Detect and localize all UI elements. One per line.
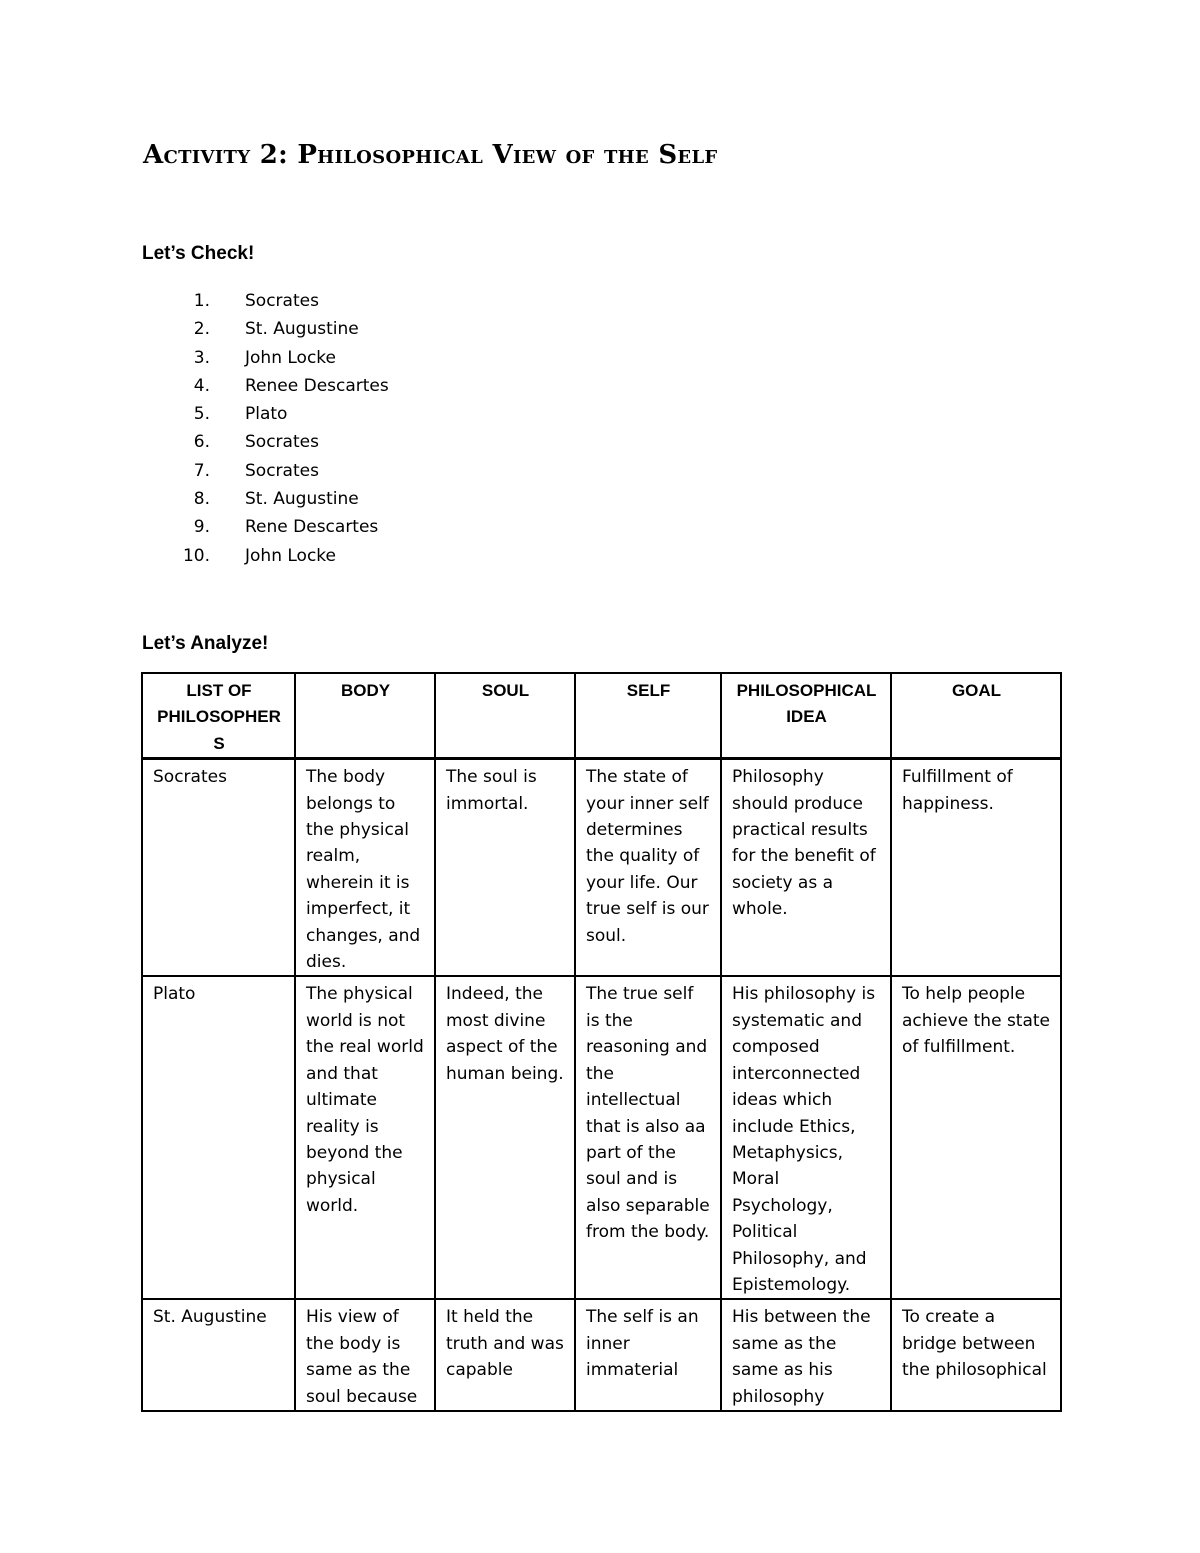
item-number: 10.: [182, 545, 210, 566]
cell-body: The physical world is not the real world and that ultimate reality is beyond the physical world.: [295, 976, 435, 1299]
column-header-goal: GOAL: [891, 673, 1061, 759]
cell-goal: To help people achieve the state of fulfillment.: [891, 976, 1061, 1299]
item-answer: John Locke: [245, 347, 336, 368]
table-row: [142, 759, 1061, 977]
cell-philosopher: Socrates: [142, 759, 295, 977]
item-number: 3.: [193, 347, 210, 368]
item-number: 8.: [193, 489, 210, 510]
item-answer: Socrates: [245, 460, 319, 481]
column-header-philosophical-idea: PHILOSOPHICAL IDEA: [721, 673, 891, 759]
item-answer: Socrates: [245, 291, 319, 311]
column-header-body: BODY: [295, 673, 435, 759]
column-header-self: SELF: [575, 673, 721, 759]
cell-self: The true self is the reasoning and the intellectual that is also aa part of the soul and is also separable from the body.: [575, 976, 721, 1299]
cell-soul: The soul is immortal.: [435, 759, 575, 977]
item-number: 7.: [193, 460, 210, 481]
list-item: [142, 428, 389, 456]
list-item: [142, 485, 389, 513]
cell-philosopher: St. Augustine: [142, 1299, 295, 1411]
list-item: [142, 344, 389, 372]
table-row: [142, 976, 1061, 1299]
cell-philosophical-idea: His between the same as the same as his philosophy: [721, 1299, 891, 1411]
cell-soul: It held the truth and was capable: [435, 1299, 575, 1411]
cell-philosophical-idea: His philosophy is systematic and composed interconnected ideas which include Ethics, Metaphysics, Moral Psychology, Political Philosophy, and Epistemology.: [721, 976, 891, 1299]
list-item: [142, 287, 389, 315]
list-item: [142, 372, 389, 400]
cell-goal: To create a bridge between the philosophical: [891, 1299, 1061, 1411]
item-answer: St. Augustine: [245, 319, 359, 340]
item-answer: Renee Descartes: [245, 375, 389, 396]
page-title: Activity 2: Philosophical View of the Self: [143, 140, 718, 170]
cell-self: The self is an inner immaterial: [575, 1299, 721, 1411]
item-number: 2.: [193, 319, 210, 340]
item-number: 1.: [193, 291, 210, 311]
cell-self: The state of your inner self determines the quality of your life. Our true self is our soul.: [575, 759, 721, 977]
cell-body: His view of the body is same as the soul because: [295, 1299, 435, 1411]
cell-philosopher: Plato: [142, 976, 295, 1299]
column-header-philosophers: LIST OF PHILOSOPHERS: [142, 673, 295, 759]
table-header-row: [142, 673, 1061, 759]
item-answer: John Locke: [245, 545, 336, 566]
cell-goal: Fulfillment of happiness.: [891, 759, 1061, 977]
column-header-soul: SOUL: [435, 673, 575, 759]
item-number: 4.: [193, 375, 210, 396]
list-item: [142, 315, 389, 343]
item-number: 6.: [193, 432, 210, 453]
item-answer: St. Augustine: [245, 489, 359, 510]
item-answer: Rene Descartes: [245, 517, 379, 538]
list-item: [142, 542, 389, 570]
lets-analyze-heading: Let’s Analyze!: [142, 633, 269, 654]
cell-body: The body belongs to the physical realm, wherein it is imperfect, it changes, and dies.: [295, 759, 435, 977]
cell-philosophical-idea: Philosophy should produce practical results for the benefit of society as a whole.: [721, 759, 891, 977]
list-item: [142, 400, 389, 428]
item-answer: Socrates: [245, 432, 319, 453]
cell-soul: Indeed, the most divine aspect of the human being.: [435, 976, 575, 1299]
item-answer: Plato: [245, 404, 288, 425]
item-number: 9.: [193, 517, 210, 538]
analysis-table: [141, 672, 1062, 1412]
table-row: [142, 1299, 1061, 1411]
lets-check-heading: Let’s Check!: [142, 243, 255, 264]
answer-list: [142, 287, 389, 570]
list-item: [142, 457, 389, 485]
item-number: 5.: [193, 404, 210, 425]
list-item: [142, 513, 389, 541]
